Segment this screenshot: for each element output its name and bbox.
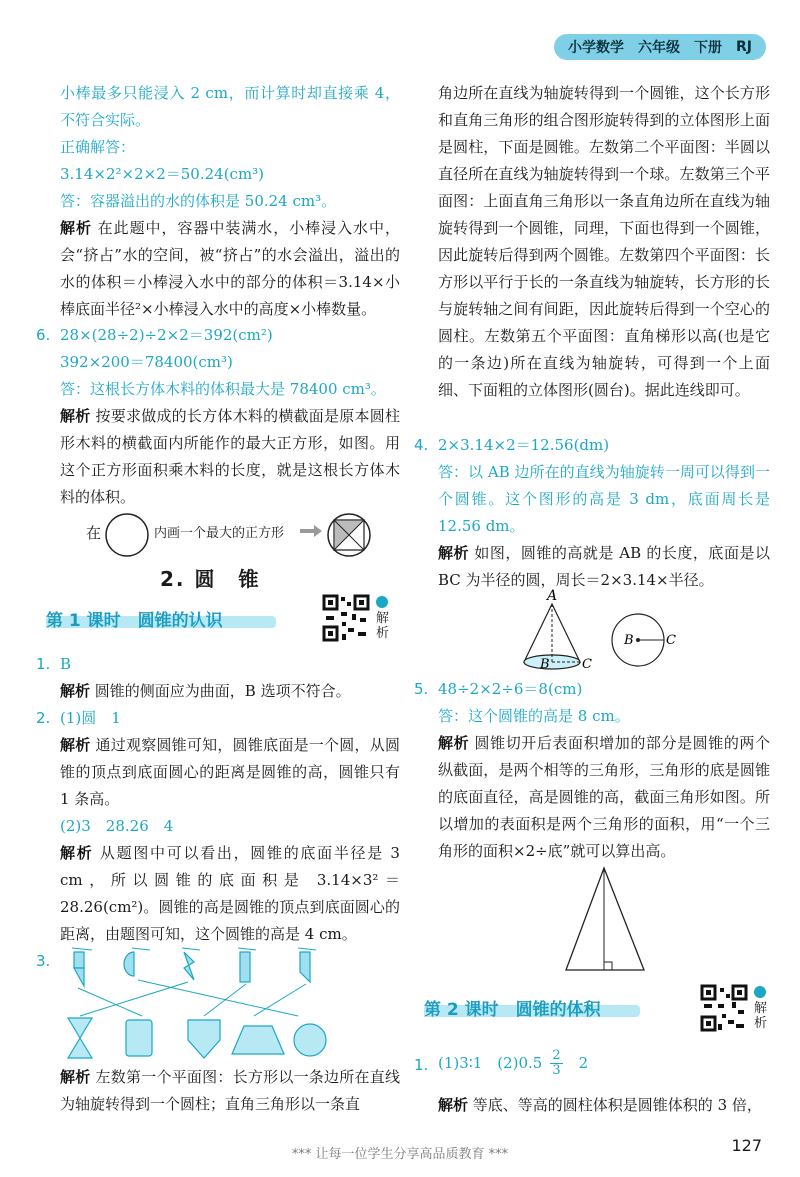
analysis-l3	[60, 1064, 400, 1118]
square-in-circle-figure	[60, 510, 400, 558]
q6-number: 6.	[36, 326, 51, 344]
label-C: C	[582, 657, 592, 672]
q3-analysis-continued: 角边所在直线为轴旋转得到一个圆锥，这个长方形和直角三角形的组合图形旋转得到的立体图形上面是圆柱，下面是圆锥。左数第二个平面图：半圆以直径所在直线为轴旋转得到一个球。左数第三个平面图：上面直角三角形以一条直角边所在直线为轴旋转得到一个圆锥，同理，下面也得到一个圆锥，因此旋转后得到两个圆锥。左数第四个平面图：长方形以平行于长的一条直线为轴旋转，长方形的长与旋转轴之间有间距，因此旋转后得到一个空心的圆柱。左数第五个平面图：直角梯形以高(也是它的一条边)所在直线为轴旋转，可得到一个上面细、下面粗的立体图形(圆台)。据此连线即可。	[438, 84, 770, 399]
footer-slogan: *** 让每一位学生分享高品质教育 ***	[291, 1147, 509, 1162]
analysis-r5	[438, 730, 770, 865]
page-number: 127	[731, 1136, 762, 1155]
analysis-text: 等底、等高的圆柱体积是圆锥体积的 3 倍，	[472, 1096, 762, 1114]
analysis-tag: 解析	[60, 407, 91, 425]
analysis-tag: 解析	[60, 844, 94, 862]
section-title: 2. 圆 锥	[160, 567, 261, 591]
analysis-text: 从题图中可以看出，圆锥的底面半径是 3 cm，所以圆锥的底面积是 3.14×3²＝28.26(cm²)。圆锥的高是圆锥的顶点到底面圆心的距离，由题图可知，这个圆锥的高是 4 cm。	[60, 844, 400, 943]
header-volume: 下册	[694, 40, 722, 56]
q4-number: 4.	[414, 436, 429, 454]
play-icon	[376, 596, 388, 608]
q1-answer: B	[60, 655, 72, 673]
label-B: B	[540, 657, 550, 672]
qr-code-icon[interactable]	[700, 984, 748, 1032]
q5-number: 5.	[414, 680, 429, 698]
arrow-right-icon	[300, 524, 322, 538]
label-A: A	[547, 588, 558, 604]
analysis-tag: 解析	[438, 1096, 469, 1114]
q2-answer-2: (2)3 28.26 4	[60, 817, 174, 835]
fig-text-mid: 内画一个最大的正方形	[154, 526, 285, 541]
analysis-tag: 解析	[60, 682, 91, 700]
analysis-text: 圆锥的侧面应为曲面，B 选项不符合。	[94, 682, 351, 700]
fig-text-pre: 在	[86, 524, 102, 542]
circle-with-square-icon	[326, 512, 372, 558]
lesson-2-heading	[424, 993, 640, 1021]
label-C2: C	[666, 633, 676, 648]
analysis-tag: 解析	[438, 734, 470, 752]
q6-line2: 392×200＝78400(cm³)	[60, 353, 233, 371]
q2-number: 2.	[36, 709, 51, 727]
lesson-1-heading	[46, 604, 276, 632]
q5-line1: 48÷2×2÷6＝8(cm)	[438, 680, 583, 698]
correct-label: 正确解答：	[60, 138, 136, 156]
l2-q1-number: 1.	[414, 1056, 429, 1074]
empty-circle-icon	[104, 512, 150, 558]
cone-figure	[516, 586, 696, 672]
answer1: 答：容器溢出的水的体积是 50.24 cm³。	[60, 192, 337, 210]
header-subject: 小学数学	[568, 40, 624, 56]
lesson-1-title: 第 1 课时 圆锥的认识	[46, 610, 223, 631]
header-edition: RJ	[736, 39, 752, 55]
qr-code-icon[interactable]	[322, 594, 370, 642]
q5-answer: 答：这个圆锥的高是 8 cm。	[438, 707, 630, 725]
fraction	[550, 1049, 562, 1078]
analysis-l2	[60, 732, 400, 813]
analysis-text: 如图，圆锥的高就是 AB 的长度，底面是以 BC 为半径的圆，周长＝2×3.14×半径。	[438, 544, 770, 589]
analysis-text: 圆锥切开后表面积增加的部分是圆锥的两个纵截面，是两个相等的三角形，三角形的底是圆锥的底面直径，高是圆锥的高，截面三角形如图。所以增加的表面积是两个三角形的面积，用“一个三角形的面积×2÷底”就可以算出高。	[438, 734, 770, 860]
analysis-l2q1	[438, 1092, 770, 1119]
l2-q1-answer-a: (1)3∶1 (2)0.5	[438, 1053, 543, 1072]
lesson-2-title: 第 2 课时 圆锥的体积	[424, 999, 601, 1020]
q6-line1: 28×(28÷2)÷2×2＝392(cm²)	[60, 326, 273, 344]
fraction-numerator: 2	[552, 1047, 561, 1063]
analysis-tag: 解析	[60, 219, 92, 237]
fraction-denominator: 3	[552, 1062, 561, 1078]
rotation-matching-figure	[62, 946, 362, 1061]
analysis-l22	[60, 840, 400, 948]
analysis-l1	[60, 678, 400, 705]
q3-number: 3.	[36, 952, 51, 970]
analysis-1	[60, 215, 400, 323]
analysis-text: 通过观察圆锥可知，圆锥底面是一个圆，从圆锥的顶点到底面圆心的距离是圆锥的高，圆锥只有 1 条高。	[60, 736, 400, 808]
analysis-tag: 解析	[60, 1068, 91, 1086]
l2-q1-answer-b: 2	[578, 1053, 589, 1072]
q1-number: 1.	[36, 655, 51, 673]
analysis-text: 左数第一个平面图：长方形以一条边所在直线为轴旋转得到一个圆柱；直角三角形以一条直	[60, 1068, 400, 1113]
q2-answer-1: (1)圆 1	[60, 709, 121, 727]
q6-answer: 答：这根长方体木料的体积最大是 78400 cm³。	[60, 380, 386, 398]
q4-line1: 2×3.14×2＝12.56(dm)	[438, 436, 610, 454]
analysis-text: 在此题中，容器中装满水，小棒浸入水中，会“挤占”水的空间，被“挤占”的水会溢出，溢出的水的体积＝小棒浸入水中的部分的体积＝3.14×小棒底面半径²×小棒浸入水中的高度×小棒数量。	[60, 219, 400, 318]
calc1: 3.14×2²×2×2＝50.24(cm³)	[60, 165, 265, 183]
l2-q1-answer	[438, 1046, 770, 1080]
qr-label: 解析	[754, 1001, 768, 1031]
label-B2: B	[624, 633, 634, 648]
q4-answer: 答：以 AB 边所在的直线为轴旋转一周可以得到一个圆锥。这个图形的高是 3 dm，底面周长是 12.56 dm。	[438, 463, 770, 535]
header-tab	[554, 34, 766, 60]
play-icon	[754, 986, 766, 998]
left-p1: 小棒最多只能浸入 2 cm，而计算时却直接乘 4，不符合实际。	[60, 84, 400, 129]
analysis-tag: 解析	[60, 736, 91, 754]
triangle-cross-section-figure	[560, 864, 660, 974]
qr-label: 解析	[376, 611, 390, 641]
header-grade: 六年级	[638, 40, 680, 56]
analysis-tag: 解析	[438, 544, 470, 562]
analysis-text: 按要求做成的长方体木料的横截面是原本圆柱形木料的横截面内所能作的最大正方形，如图。用这个正方形面积乘木料的长度，就是这根长方体木料的体积。	[60, 407, 400, 506]
analysis-q6	[60, 403, 400, 511]
